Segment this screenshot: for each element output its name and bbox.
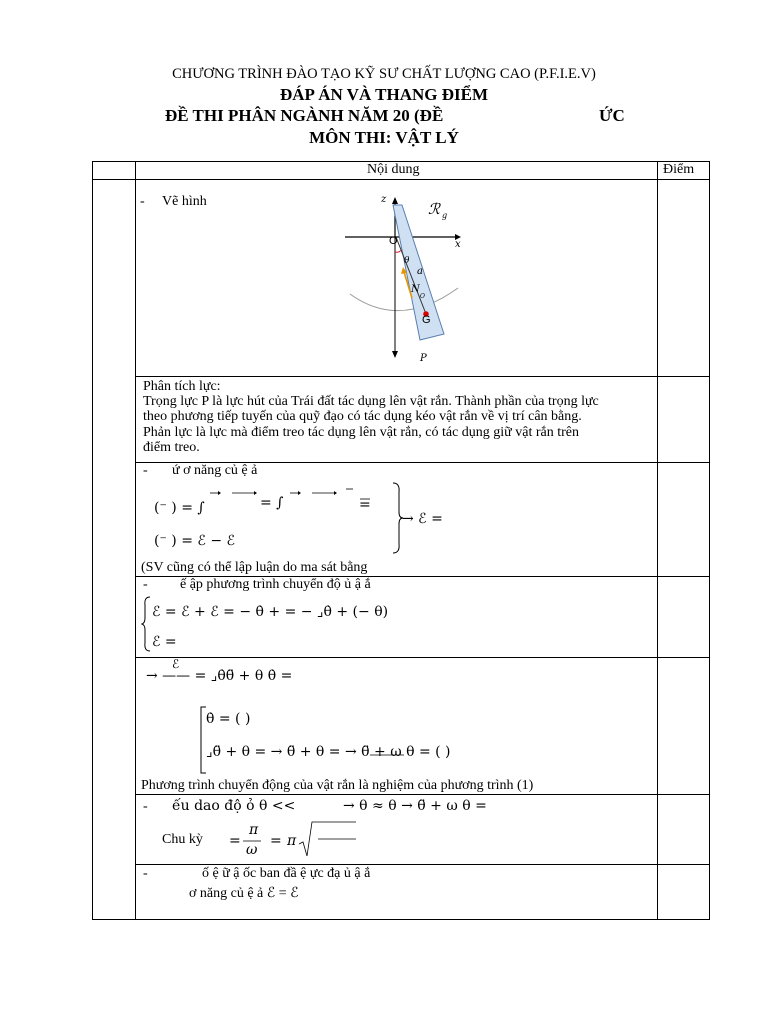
work-eq-mid: = ∫: [260, 495, 284, 511]
program-title: CHƯƠNG TRÌNH ĐÀO TẠO KỸ SƯ CHẤT LƯỢNG CAO (P.F.I.E.V): [172, 66, 596, 82]
fraction-bar: [370, 752, 406, 758]
small-osc-heading: ếu dao độ ỏ θ <<: [172, 798, 296, 814]
table-border-right: [709, 161, 710, 920]
work-eq-rhs: =: [359, 497, 371, 513]
system-eq-1: θ̇ = ( ): [206, 711, 251, 727]
row1-bullet: -: [140, 194, 145, 209]
row-divider: [135, 864, 710, 865]
n-label: N: [411, 284, 420, 295]
energy-const-eq: ℰ =: [152, 634, 177, 650]
period-omega: ω: [246, 842, 258, 858]
small-osc-eq: → θ ≈ θ → θ̈ + ω θ =: [343, 798, 487, 814]
force-analysis-line: Trọng lực P là lực hút của Trái đất tác dụng lên vật rắn. Thành phần của trọng lực: [143, 394, 599, 410]
z-label: z: [381, 194, 387, 205]
n-sub-label: O: [420, 293, 425, 300]
a-label: a: [417, 266, 423, 277]
period-label: Chu kỳ: [162, 832, 203, 847]
work-eq-lhs: (⁻ ) = ∫: [154, 500, 205, 516]
ref-frame-label: ℛ: [428, 200, 440, 218]
row-divider: [135, 794, 710, 795]
system-eq-2: ⌟θ̈ + θ = → θ̈ + θ = → θ̈ + ω θ = ( ): [206, 744, 451, 760]
theta-label: θ: [404, 256, 410, 266]
force-analysis: [143, 379, 655, 455]
x-label: x: [455, 239, 461, 250]
ref-frame-sub: g: [442, 211, 448, 220]
force-analysis-line: điểm treo.: [143, 439, 200, 455]
table-header-divider: [92, 179, 710, 180]
derivative-eq: → —— = ⌟θ̇θ̈ + θ θ̇ =: [146, 668, 293, 684]
row3-heading: ứ ơ năng củ ệ ả: [172, 463, 258, 478]
origin-label: O: [389, 235, 398, 247]
sqrt-sign: [298, 820, 358, 860]
row-divider: [135, 657, 710, 658]
force-analysis-line: theo phương tiếp tuyến của quỹ đạo có tác dụng kéo vật rắn về vị trí cân bằng.: [143, 409, 582, 425]
theta-arc: [395, 250, 401, 252]
p-label: P: [420, 353, 427, 364]
pendulum-figure: [340, 190, 480, 370]
exam-title-right: ỨC: [599, 106, 625, 125]
table-border-left: [92, 161, 93, 920]
row6-bullet: -: [143, 799, 148, 814]
row-divider: [135, 376, 710, 377]
derivative-eq-top: ℰ: [172, 657, 180, 671]
force-analysis-title: Phân tích lực:: [143, 379, 221, 394]
period-pi: π: [249, 822, 259, 838]
period-eq-1: =: [229, 833, 241, 849]
g-label: G: [422, 314, 431, 326]
vector-arrows: [170, 485, 380, 503]
header-content: Nội dung: [367, 162, 420, 177]
row1-text: Vẽ hình: [162, 194, 207, 209]
table-border-bottom: [92, 919, 710, 920]
motion-conclusion: Phương trình chuyển động của vật rắn là nghiệm của phương trình (1): [141, 778, 534, 793]
row3-bullet: -: [143, 463, 148, 478]
answer-key-title: ĐÁP ÁN VÀ THANG ĐIỂM: [279, 85, 489, 104]
row7-bullet: -: [143, 866, 148, 881]
row4-heading: ế ập phương trình chuyển độ ủ ậ ắ: [180, 577, 371, 592]
header-score: Điểm: [663, 162, 695, 177]
row4-bullet: -: [143, 577, 148, 592]
table-divider-index: [135, 161, 136, 920]
left-brace: [141, 596, 151, 652]
table-divider-score: [657, 161, 658, 920]
friction-note: (SV cũng có thể lập luận do ma sát bằng: [141, 560, 368, 575]
row7-line2: ơ năng củ ệ ả ℰ = ℰ: [189, 886, 299, 901]
row7-line1: ố ệ ữ ậ ốc ban đầ ệ ực đạ ủ ậ ắ: [202, 866, 371, 881]
trajectory-arc: [350, 288, 458, 311]
period-pi-2: π: [287, 833, 297, 849]
total-energy-eq: ℰ = ℰ + ℰ = − θ̇ + = − ⌟θ̇ + (− θ): [152, 604, 389, 620]
subject-title: MÔN THI: VẬT LÝ: [309, 128, 459, 147]
period-eq-2: =: [270, 833, 282, 849]
energy-result: → ℰ =: [402, 511, 443, 527]
exam-title-left: ĐỀ THI PHÂN NGÀNH NĂM 20 (ĐỀ: [165, 106, 444, 125]
force-analysis-line: Phản lực là lực mà điểm treo tác dụng lên vật rắn, có tác dụng giữ vật rắn trên: [143, 424, 580, 440]
energy-eq: (⁻ ) = ℰ − ℰ: [154, 533, 235, 549]
